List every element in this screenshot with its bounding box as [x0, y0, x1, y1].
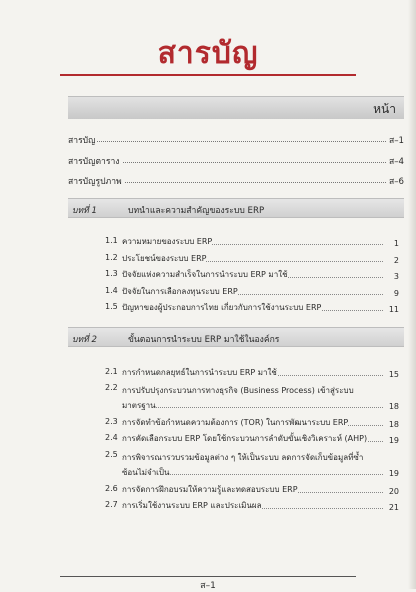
toc-item[interactable] — [105, 302, 399, 314]
item-page: 19 — [388, 469, 399, 478]
item-number: 2.2 — [105, 383, 118, 392]
item-text: ปัจจัยในการเลือกลงทุนระบบ ERP — [122, 287, 238, 296]
toc-item[interactable] — [105, 269, 399, 281]
item-page: 19 — [388, 436, 399, 445]
item-number: 1.1 — [105, 236, 118, 245]
item-text: ประโยชน์ของระบบ ERP — [122, 254, 207, 263]
chapter-title: ขั้นตอนการนำระบบ ERP มาใช้ในองค์กร — [128, 335, 280, 345]
chapter-number: บทที่ 2 — [72, 335, 97, 345]
item-text: ปัจจัยแห่งความสำเร็จในการนำระบบ ERP มาใช้ — [122, 270, 288, 279]
chapter-heading[interactable] — [68, 198, 404, 218]
item-text: การปรับปรุงกระบวนการทางธุรกิจ (Business Process) เข้าสู่ระบบมาตรฐาน — [122, 386, 354, 410]
item-number: 2.4 — [105, 433, 118, 442]
footer-rule — [60, 576, 356, 577]
item-text: ปัญหาของผู้ประกอบการไทย เกี่ยวกับการใช้งานระบบ ERP — [122, 303, 322, 312]
toc-entry-tables[interactable] — [68, 154, 404, 166]
item-number: 1.5 — [105, 302, 118, 311]
entry-label: สารบัญตาราง — [68, 154, 122, 168]
toc-item[interactable] — [105, 417, 399, 429]
chapter-title: บทนำและความสำคัญของระบบ ERP — [128, 206, 265, 216]
item-text: การจัดการฝึกอบรมให้ความรู้และทดสอบระบบ ERP — [122, 485, 298, 494]
footer-page-number: ส–1 — [200, 581, 216, 591]
toc-entry-figures[interactable] — [68, 174, 404, 186]
item-text: การพิจารณารวบรวมข้อมูลต่าง ๆ ให้เป็นระบบ ลดการจัดเก็บข้อมูลที่ซ้ำซ้อนไม่จำเป็น — [122, 453, 364, 477]
leader-dots — [68, 141, 404, 142]
page-column-label: หน้า — [373, 102, 396, 116]
item-number: 2.3 — [105, 417, 118, 426]
item-text: การเริ่มใช้งานระบบ ERP และประเมินผล — [122, 501, 262, 510]
chapter-heading[interactable] — [68, 327, 404, 347]
item-page: 9 — [393, 289, 399, 298]
item-number: 2.6 — [105, 484, 118, 493]
item-text: การคัดเลือกระบบ ERP โดยใช้กระบวนการลำดับขั้นเชิงวิเคราะห์ (AHP) — [122, 434, 368, 443]
page-title: สารบัญ — [157, 36, 259, 71]
toc-item[interactable] — [105, 484, 399, 496]
item-text: การกำหนดกลยุทธ์ในการนำระบบ ERP มาใช้ — [122, 368, 277, 377]
item-page: 2 — [393, 256, 399, 265]
page-edge-shadow — [408, 0, 416, 589]
item-text: ความหมายของระบบ ERP — [122, 237, 213, 246]
toc-item[interactable] — [105, 253, 399, 265]
item-page: 18 — [388, 402, 399, 411]
toc-item[interactable] — [105, 367, 399, 379]
item-number: 2.1 — [105, 367, 118, 376]
item-number: 1.4 — [105, 286, 118, 295]
entry-label: สารบัญรูปภาพ — [68, 174, 124, 188]
toc-item[interactable] — [105, 450, 399, 478]
item-number: 1.3 — [105, 269, 118, 278]
entry-page: ส–4 — [387, 154, 404, 168]
item-text: การจัดทำข้อกำหนดความต้องการ (TOR) ในการพัฒนาระบบ ERP — [122, 418, 349, 427]
item-number: 2.5 — [105, 450, 118, 459]
toc-entry-contents[interactable] — [68, 133, 404, 145]
page-column-header — [68, 96, 404, 119]
toc-item[interactable] — [105, 286, 399, 298]
item-page: 18 — [388, 420, 399, 429]
item-number: 1.2 — [105, 253, 118, 262]
entry-page: ส–6 — [387, 174, 404, 188]
toc-item[interactable] — [105, 433, 399, 445]
toc-item[interactable] — [105, 383, 399, 411]
title-underline — [60, 74, 356, 76]
chapter-number: บทที่ 1 — [72, 206, 97, 216]
item-page: 1 — [393, 239, 399, 248]
entry-label: สารบัญ — [68, 133, 97, 147]
item-page: 20 — [388, 487, 399, 496]
toc-item[interactable] — [105, 236, 399, 248]
item-page: 15 — [388, 370, 399, 379]
item-number: 2.7 — [105, 500, 118, 509]
item-page: 11 — [388, 305, 399, 314]
toc-item[interactable] — [105, 500, 399, 512]
item-page: 21 — [388, 503, 399, 512]
item-page: 3 — [393, 272, 399, 281]
entry-page: ส–1 — [387, 133, 404, 147]
